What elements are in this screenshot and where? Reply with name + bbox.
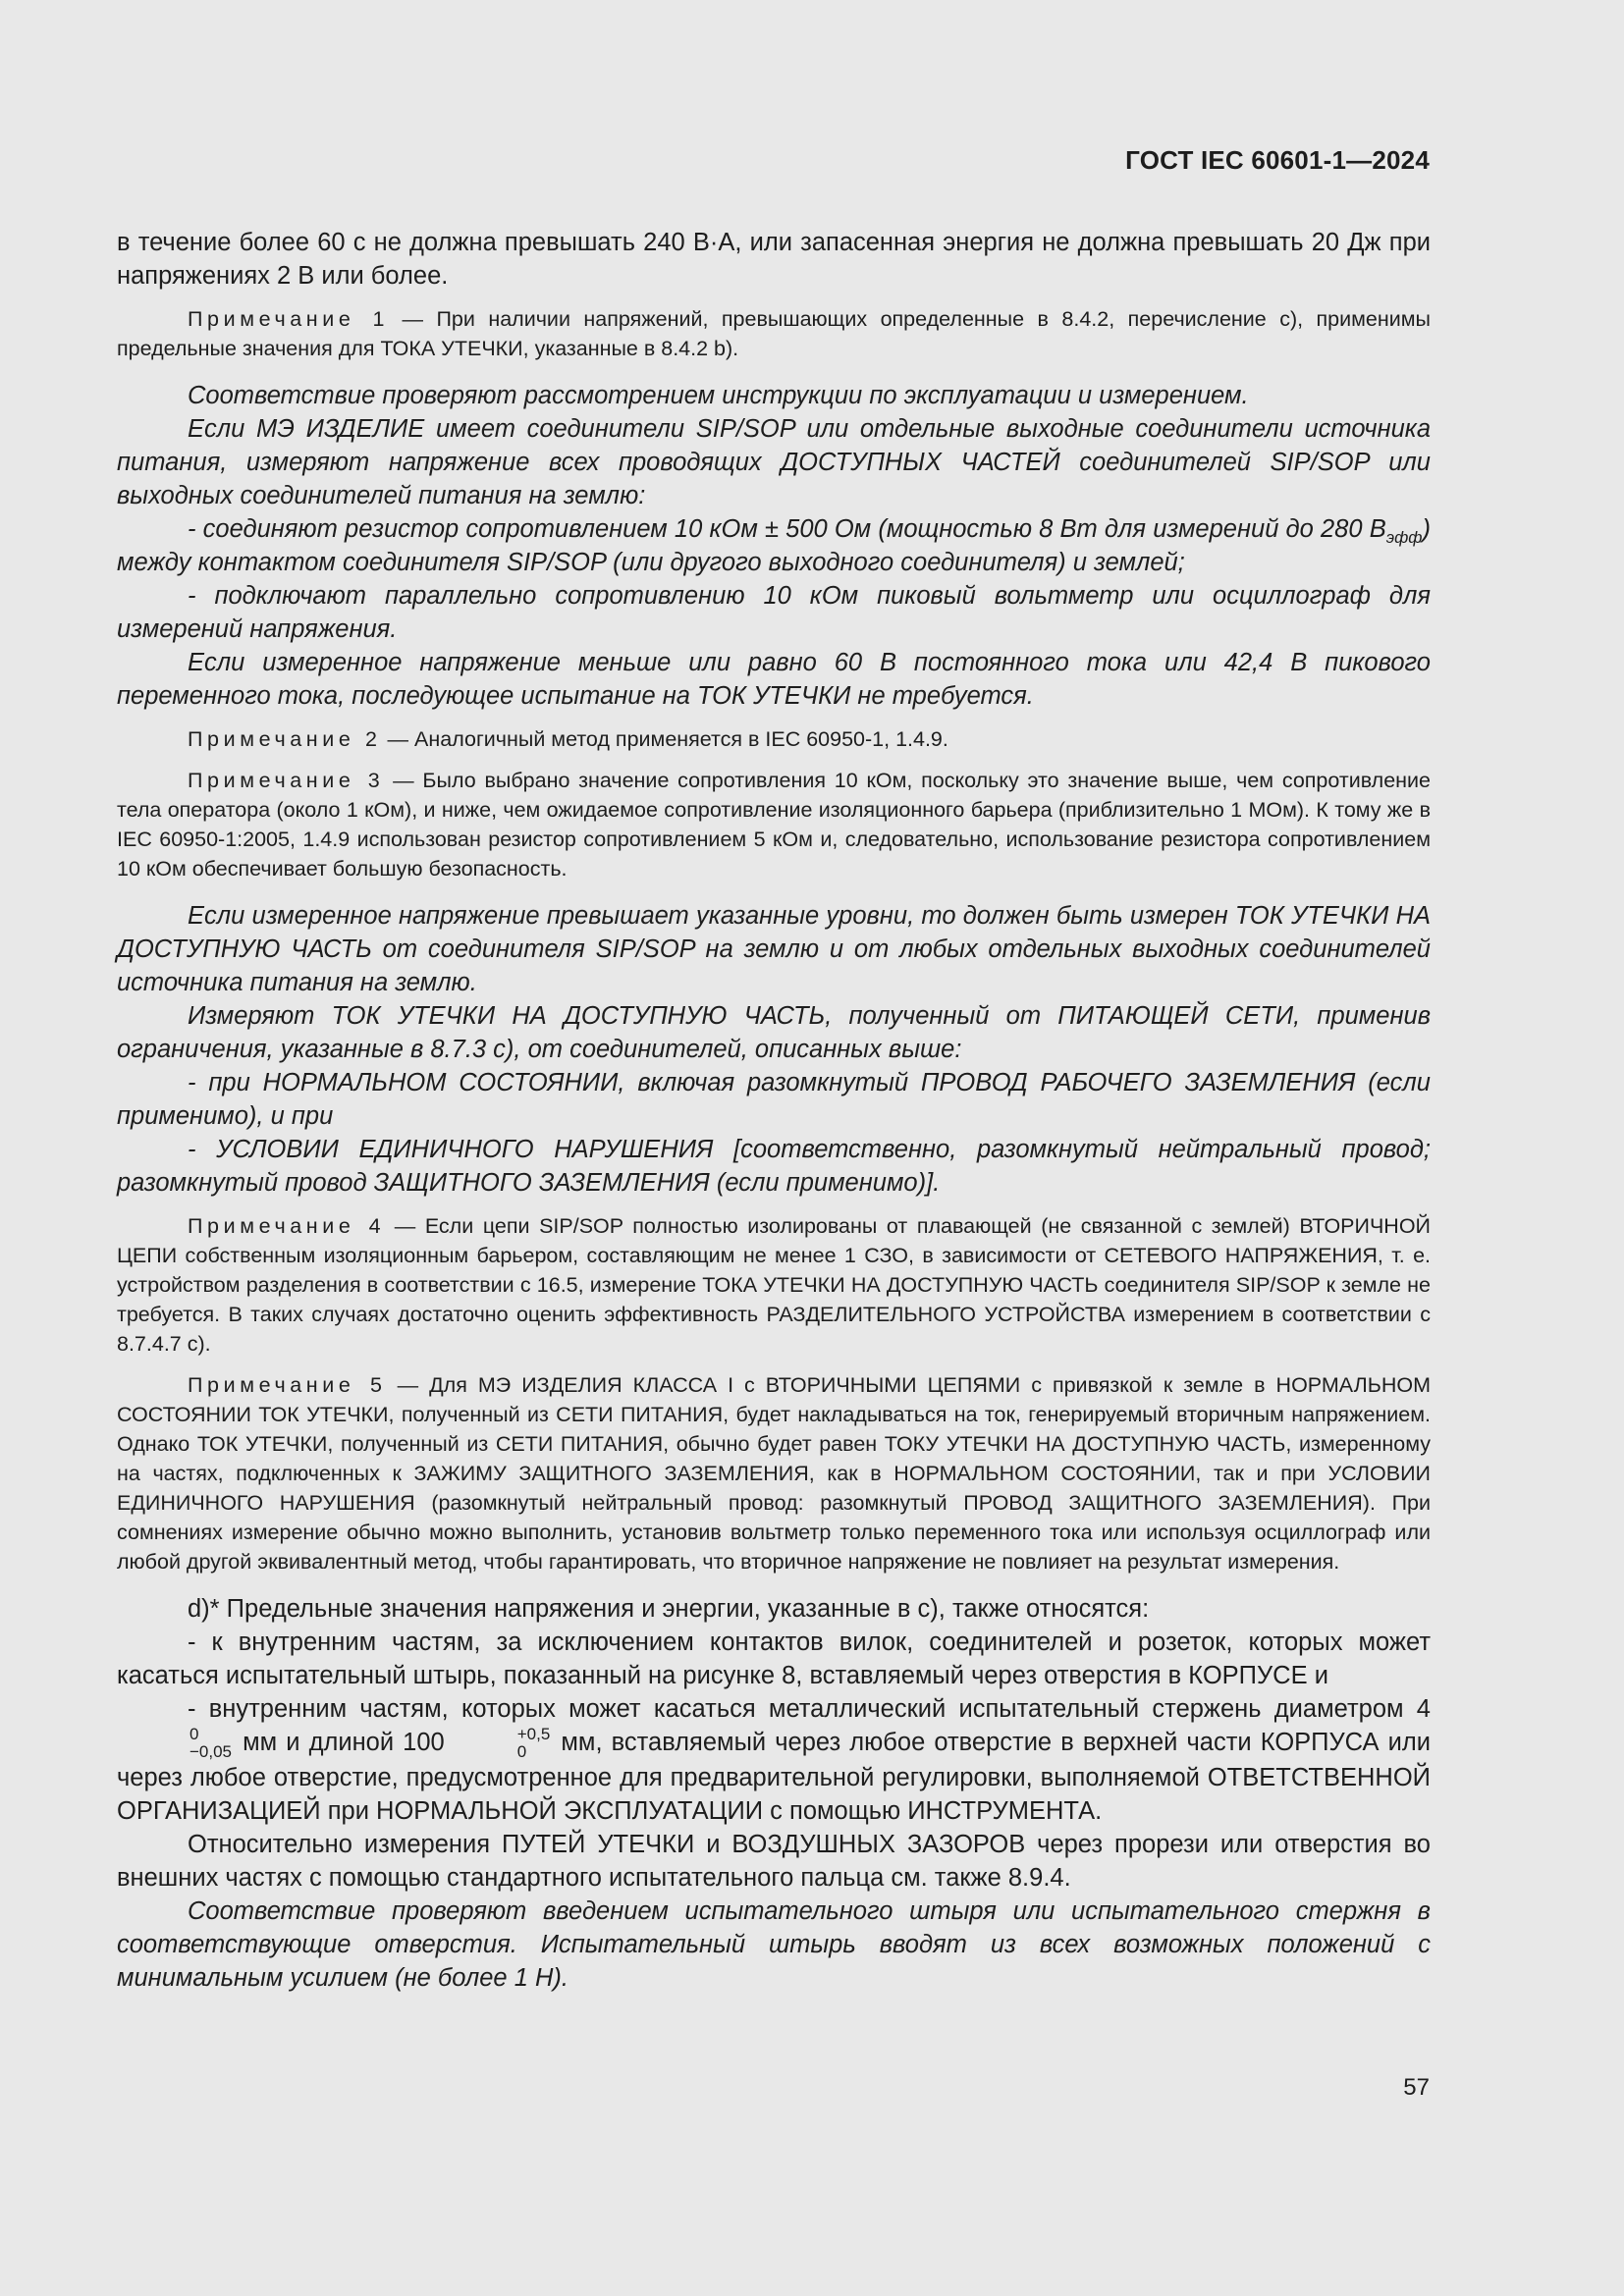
note-label: Примечание 4 (188, 1214, 386, 1238)
note-text: — Аналогичный метод применяется в IEC 60950-1, 1.4.9. (381, 727, 948, 751)
tolerance-upper: +0,5 (516, 1725, 551, 1744)
note-text: — Для МЭ ИЗДЕЛИЯ КЛАССА I с ВТОРИЧНЫМИ ЦЕПЯМИ с привязкой к земле в НОРМАЛЬНОМ СОСТОЯНИИ ТОК УТЕЧКИ, полученный из СЕТИ ПИТАНИЯ, будет накладываться на ток, генерируемый вторичным напряжением. Однако ТОК УТЕЧКИ, полученный из СЕТИ ПИТАНИЯ, обычно будет равен ТОКУ УТЕЧКИ НА ДОСТУПНУЮ ЧАСТЬ, измеренному на частях, подключенных к ЗАЖИМУ ЗАЩИТНОГО ЗАЗЕМЛЕНИЯ, как в НОРМАЛЬНОМ СОСТОЯНИИ, так и при УСЛОВИИ ЕДИНИЧНОГО НАРУШЕНИЯ (разомкнутый нейтральный провод: разомкнутый ПРОВОД ЗАЩИТНОГО ЗАЗЕМЛЕНИЯ). При сомнениях измерение обычно можно выполнить, установив вольтметр только переменного тока или используя осциллограф или любой другой эквивалентный метод, чтобы гарантировать, что вторичное напряжение не повлияет на результат измерения. (117, 1373, 1431, 1574)
note-text: — При наличии напряжений, превышающих определенные в 8.4.2, перечисление с), применимы предельные значения для ТОКА УТЕЧКИ, указанные в 8.4.2 b). (117, 307, 1432, 360)
tolerance-2 (447, 1726, 551, 1761)
text: - внутренним частям, которых может касаться металлический испытательный стержень диаметром 4 (188, 1695, 1431, 1723)
tolerance-lower: 0 (516, 1742, 527, 1762)
document-header: ГОСТ IEC 60601-1—2024 (1125, 145, 1430, 175)
text: ) между контактом соединителя SIP/SOP (или другого выходного соединителя) и землей; (117, 515, 1431, 576)
note-2 (117, 724, 1431, 754)
paragraph: Относительно измерения ПУТЕЙ УТЕЧКИ и ВОЗДУШНЫХ ЗАЗОРОВ через прорези или отверстия во внешних частях с помощью стандартного испытательного пальца см. также 8.9.4. (117, 1831, 1431, 1893)
note-4 (117, 1211, 1431, 1359)
note-3 (117, 766, 1431, 883)
note-1 (117, 304, 1431, 363)
tolerance-upper: 0 (189, 1725, 199, 1744)
compliance-text: Соответствие проверяют рассмотрением инструкции по эксплуатации и измерением. (188, 382, 1249, 409)
note-label: Примечание 2 (188, 727, 382, 751)
note-text: — Было выбрано значение сопротивления 10 кОм, поскольку это значение выше, чем сопротивление тела оператора (около 1 кОм), и ниже, чем ожидаемое сопротивление изоляционного барьера (приблизительно 1 МОм). К тому же в IEC 60950-1:2005, 1.4.9 использован резистор сопротивлением 5 кОм и, следовательно, использование резистора сопротивлением 10 кОм обеспечивает большую безопасность. (117, 769, 1432, 881)
note-5 (117, 1370, 1431, 1576)
list-item: - к внутренним частям, за исключением контактов вилок, соединителей и розеток, которых может касаться испытательный штырь, показанный на рисунке 8, вставляемый через отверстия в КОРПУСЕ и (117, 1629, 1431, 1689)
note-label: Примечание 1 (188, 307, 390, 331)
compliance-text: Измеряют ТОК УТЕЧКИ НА ДОСТУПНУЮ ЧАСТЬ, полученный от ПИТАЮЩЕЙ СЕТИ, применив ограничения, указанные в 8.7.3 с), от соединителей, описанных выше: (117, 1002, 1431, 1063)
text: - соединяют резистор сопротивлением 10 кОм ± 500 Ом (мощностью 8 Вт для измерений до 280 В (188, 515, 1386, 543)
paragraph: в течение более 60 с не должна превышать 240 В·А, или запасенная энергия не должна превышать 20 Дж при напряжениях 2 В или более. (117, 229, 1431, 290)
note-label: Примечание 3 (188, 769, 385, 792)
text: мм и длиной 100 (234, 1729, 445, 1756)
tolerance-1 (119, 1726, 232, 1761)
compliance-list-item (117, 512, 1431, 579)
page-number: 57 (1403, 2074, 1430, 2101)
compliance-text: Если измеренное напряжение превышает указанные уровни, то должен быть измерен ТОК УТЕЧКИ НА ДОСТУПНУЮ ЧАСТЬ от соединителя SIP/SOP на землю и от любых отдельных выходных соединителей источника питания на землю. (117, 902, 1431, 996)
subscript: эфф (1385, 528, 1423, 548)
compliance-text: Если измеренное напряжение меньше или равно 60 В постоянного тока или 42,4 В пикового переменного тока, последующее испытание на ТОК УТЕЧКИ не требуется. (117, 649, 1431, 710)
page-content (117, 226, 1431, 1995)
compliance-list-item: - УСЛОВИИ ЕДИНИЧНОГО НАРУШЕНИЯ [соответственно, разомкнутый нейтральный провод; разомкнутый провод ЗАЩИТНОГО ЗАЗЕМЛЕНИЯ (если применимо)]. (117, 1136, 1431, 1197)
list-item (117, 1692, 1431, 1828)
compliance-list-item: - при НОРМАЛЬНОМ СОСТОЯНИИ, включая разомкнутый ПРОВОД РАБОЧЕГО ЗАЗЕМЛЕНИЯ (если применимо), и при (117, 1069, 1431, 1130)
text: мм, вставляемый через любое отверстие в верхней части КОРПУСА или через любое отверстие, предусмотренное для предварительной регулировки, выполняемой ОТВЕТСТВЕННОЙ ОРГАНИЗАЦИЕЙ при НОРМАЛЬНОЙ ЭКСПЛУАТАЦИИ с помощью ИНСТРУМЕНТА. (117, 1729, 1432, 1826)
note-label: Примечание 5 (188, 1373, 387, 1397)
clause-d: d)* Предельные значения напряжения и энергии, указанные в с), также относятся: (188, 1595, 1150, 1623)
compliance-text: Соответствие проверяют введением испытательного штыря или испытательного стержня в соответствующие отверстия. Испытательный штырь вводят из всех возможных положений с минимальным усилием (не более 1 Н). (117, 1897, 1431, 1993)
compliance-text: Если МЭ ИЗДЕЛИЕ имеет соединители SIP/SOP или отдельные выходные соединители источника питания, измеряют напряжение всех проводящих ДОСТУПНЫХ ЧАСТЕЙ соединителей SIP/SOP или выходных соединителей питания на землю: (117, 415, 1431, 509)
note-text: — Если цепи SIP/SOP полностью изолированы от плавающей (не связанной с землей) ВТОРИЧНОЙ ЦЕПИ собственным изоляционным барьером, составляющим не менее 1 СЗО, в зависимости от СЕТЕВОГО НАПРЯЖЕНИЯ, т. е. устройством разделения в соответствии с 16.5, измерение ТОКА УТЕЧКИ НА ДОСТУПНУЮ ЧАСТЬ соединителя SIP/SOP к земле не требуется. В таких случаях достаточно оценить эффективность РАЗДЕЛИТЕЛЬНОГО УСТРОЙСТВА измерением в соответствии с 8.7.4.7 с). (117, 1214, 1432, 1356)
compliance-list-item: - подключают параллельно сопротивлению 10 кОм пиковый вольтметр или осциллограф для измерений напряжения. (117, 582, 1431, 643)
tolerance-lower: −0,05 (189, 1742, 233, 1762)
